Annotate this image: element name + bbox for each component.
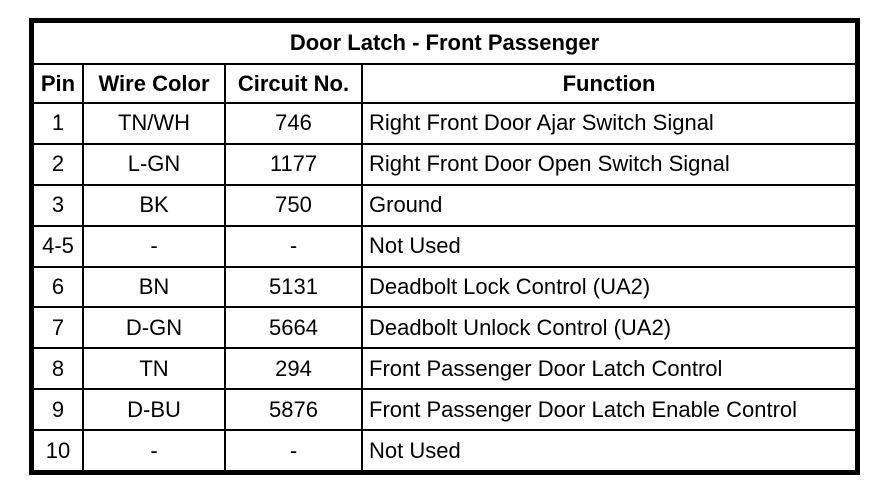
table-title: Door Latch - Front Passenger — [33, 22, 856, 64]
cell-function: Right Front Door Open Switch Signal — [362, 144, 856, 185]
cell-function: Deadbolt Lock Control (UA2) — [362, 267, 856, 308]
cell-pin: 10 — [33, 430, 83, 471]
cell-circuit-no: - — [225, 430, 362, 471]
cell-wire-color: D-GN — [83, 307, 225, 348]
table-row — [33, 307, 856, 348]
cell-wire-color: L-GN — [83, 144, 225, 185]
table-header-row — [33, 64, 856, 103]
table-row — [33, 389, 856, 430]
cell-pin: 2 — [33, 144, 83, 185]
table-row — [33, 144, 856, 185]
cell-wire-color: - — [83, 226, 225, 267]
cell-function: Right Front Door Ajar Switch Signal — [362, 103, 856, 144]
header-function: Function — [362, 64, 856, 103]
header-circuit-no: Circuit No. — [225, 64, 362, 103]
cell-pin: 1 — [33, 103, 83, 144]
cell-function: Not Used — [362, 430, 856, 471]
cell-wire-color: TN/WH — [83, 103, 225, 144]
table-row — [33, 348, 856, 389]
cell-pin: 7 — [33, 307, 83, 348]
cell-wire-color: BN — [83, 267, 225, 308]
header-wire-color: Wire Color — [83, 64, 225, 103]
connector-pinout-table — [29, 18, 860, 475]
cell-circuit-no: - — [225, 226, 362, 267]
table-row — [33, 226, 856, 267]
cell-circuit-no: 294 — [225, 348, 362, 389]
cell-function: Not Used — [362, 226, 856, 267]
cell-wire-color: D-BU — [83, 389, 225, 430]
cell-circuit-no: 750 — [225, 185, 362, 226]
cell-function: Front Passenger Door Latch Control — [362, 348, 856, 389]
cell-circuit-no: 5876 — [225, 389, 362, 430]
header-pin: Pin — [33, 64, 83, 103]
table-row — [33, 267, 856, 308]
cell-wire-color: - — [83, 430, 225, 471]
cell-circuit-no: 5131 — [225, 267, 362, 308]
cell-pin: 4-5 — [33, 226, 83, 267]
cell-pin: 6 — [33, 267, 83, 308]
cell-function: Deadbolt Unlock Control (UA2) — [362, 307, 856, 348]
cell-function: Ground — [362, 185, 856, 226]
table-row — [33, 103, 856, 144]
cell-circuit-no: 5664 — [225, 307, 362, 348]
cell-function: Front Passenger Door Latch Enable Control — [362, 389, 856, 430]
cell-circuit-no: 746 — [225, 103, 362, 144]
table-row — [33, 185, 856, 226]
table-title-row — [33, 22, 856, 64]
cell-pin: 9 — [33, 389, 83, 430]
cell-pin: 3 — [33, 185, 83, 226]
cell-wire-color: TN — [83, 348, 225, 389]
cell-wire-color: BK — [83, 185, 225, 226]
cell-circuit-no: 1177 — [225, 144, 362, 185]
table-row — [33, 430, 856, 471]
pinout-table — [32, 21, 857, 472]
cell-pin: 8 — [33, 348, 83, 389]
